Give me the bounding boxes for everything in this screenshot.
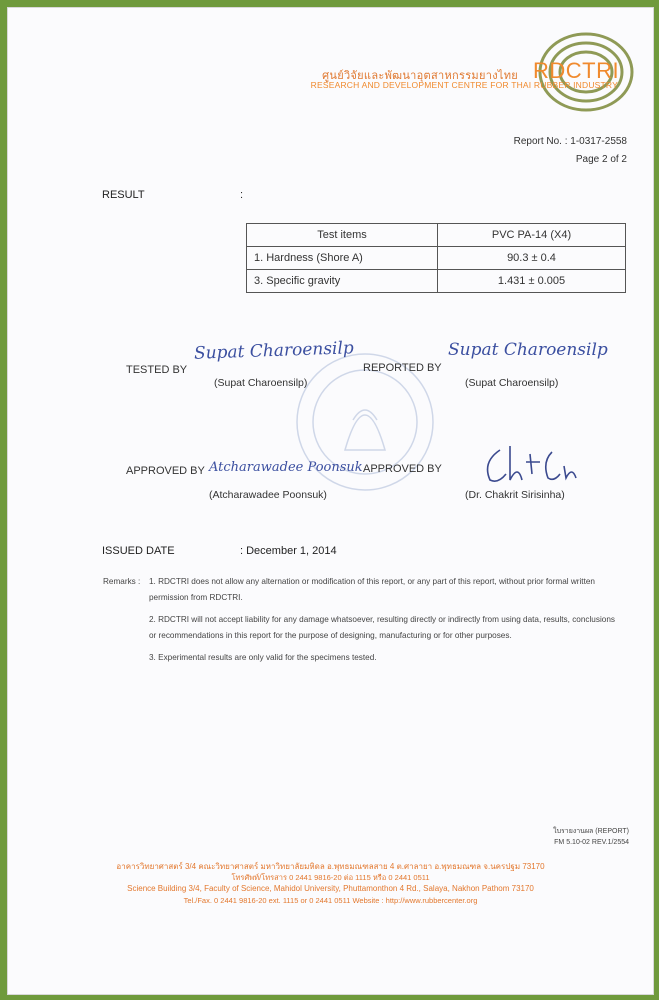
form-title: ใบรายงานผล (REPORT) bbox=[553, 828, 629, 835]
form-number: FM 5.10-02 REV.1/2554 bbox=[554, 839, 629, 846]
footer-english-address: Science Building 3/4, Faculty of Science, Mahidol University, Phuttamonthon 4 Rd., Salaya, Nakhon Pathom 73170 bbox=[127, 884, 534, 893]
table-row bbox=[247, 270, 626, 293]
report-number: Report No. : 1-0317-2558 bbox=[513, 136, 627, 147]
approved-by-label-2: APPROVED BY bbox=[363, 463, 442, 475]
table-row bbox=[247, 247, 626, 270]
result-label: RESULT bbox=[102, 189, 145, 201]
table-cell: 3. Specific gravity bbox=[247, 270, 438, 293]
reported-by-label: REPORTED BY bbox=[363, 362, 442, 374]
remarks-label: Remarks : bbox=[103, 577, 141, 586]
tested-by-name: (Supat Charoensilp) bbox=[214, 377, 308, 389]
remark-item: 2. RDCTRI will not accept liability for any damage whatsoever, resulting directly or indirectly from using data, results, conclusions or recommendations in this report for the purpose of designing, manufacturing or for other purposes. bbox=[149, 615, 615, 640]
table-header-cell: Test items bbox=[247, 224, 438, 247]
page-number: Page 2 of 2 bbox=[575, 154, 627, 165]
table-cell: 1.431 ± 0.005 bbox=[438, 270, 626, 293]
approved-by-name: (Atcharawadee Poonsuk) bbox=[209, 489, 327, 501]
remark-item: 1. RDCTRI does not allow any alternation or modification of this report, or any part of this report, without prior formal written permission from RDCTRI. bbox=[149, 577, 595, 602]
logo-text: RDCTRI bbox=[533, 58, 620, 83]
footer-contact: Tel./Fax. 0 2441 9816-20 ext. 1115 or 0 2441 0511 Website : http://www.rubbercenter.org bbox=[183, 896, 478, 905]
reported-by-signature: Supat Charoensilp bbox=[448, 340, 608, 360]
table-header-cell: PVC PA-14 (X4) bbox=[438, 224, 626, 247]
approved-by-signature: Atcharawadee Poonsuk bbox=[209, 460, 363, 475]
footer-thai-phone: โทรศัพท์/โทรสาร 0 2441 9816-20 ต่อ 1115 หรือ 0 2441 0511 bbox=[231, 873, 430, 882]
approved-by-label: APPROVED BY bbox=[126, 465, 205, 477]
header-thai-name: ศูนย์วิจัยและพัฒนาอุตสาหกรรมยางไทย bbox=[322, 70, 518, 82]
issued-date-value: : December 1, 2014 bbox=[240, 545, 337, 557]
reported-by-name: (Supat Charoensilp) bbox=[465, 377, 559, 389]
results-table bbox=[246, 223, 626, 293]
remark-item: 3. Experimental results are only valid for the specimens tested. bbox=[149, 653, 377, 662]
report-page bbox=[7, 7, 654, 995]
tested-by-signature: Supat Charoensilp bbox=[193, 338, 355, 364]
table-header-row bbox=[247, 224, 626, 247]
approved-by-name-2: (Dr. Chakrit Sirisinha) bbox=[465, 489, 565, 501]
table-cell: 90.3 ± 0.4 bbox=[438, 247, 626, 270]
tested-by-label: TESTED BY bbox=[126, 364, 188, 376]
result-colon: : bbox=[240, 189, 244, 201]
footer-thai-address: อาคารวิทยาศาสตร์ 3/4 คณะวิทยาศาสตร์ มหาวิทยาลัยมหิดล อ.พุทธมณฑลสาย 4 ต.ศาลายา อ.พุทธมณฑล จ.นครปฐม 73170 bbox=[116, 862, 545, 871]
chakrit-signature-icon bbox=[480, 440, 585, 486]
issued-date-label: ISSUED DATE bbox=[102, 545, 175, 557]
table-cell: 1. Hardness (Shore A) bbox=[247, 247, 438, 270]
header-english-name: RESEARCH AND DEVELOPMENT CENTRE FOR THAI RUBBER INDUSTRY bbox=[310, 80, 618, 90]
